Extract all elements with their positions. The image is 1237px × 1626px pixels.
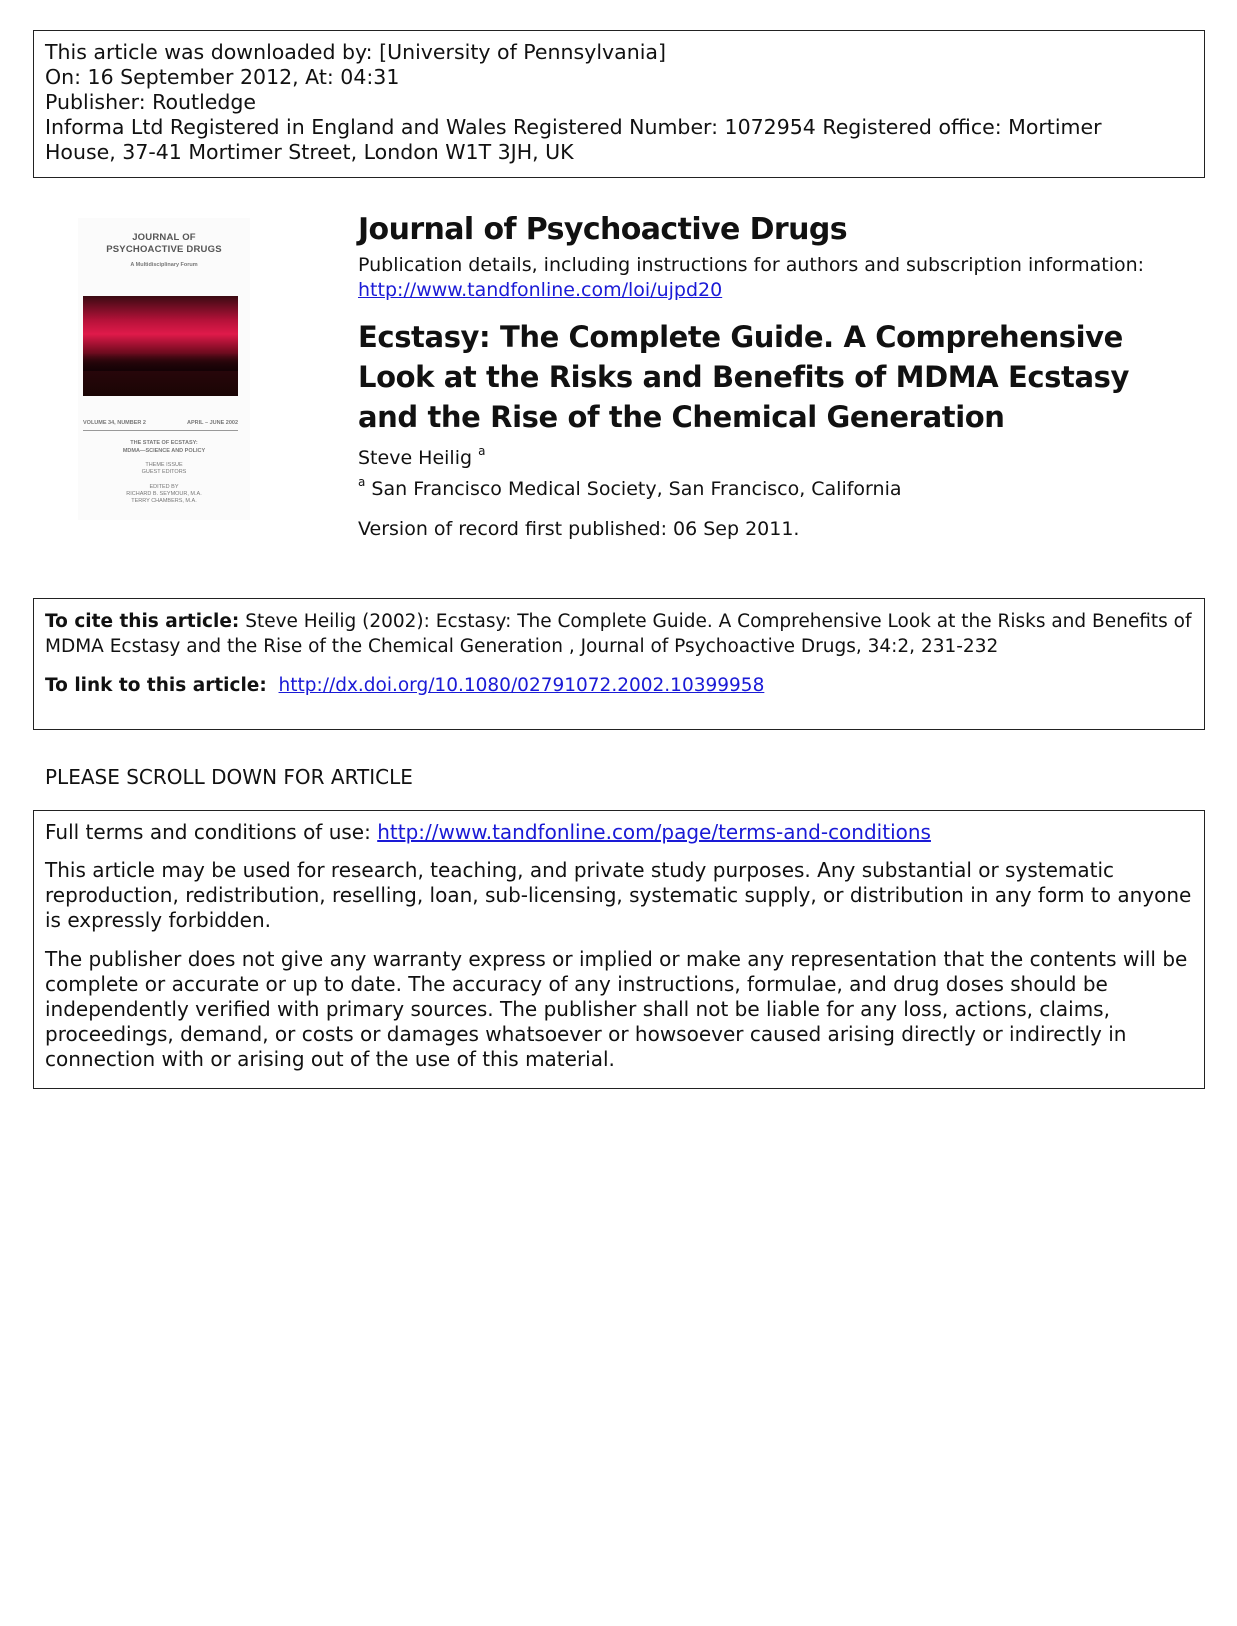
download-notice-line: This article was downloaded by: [University of Pennsylvania] bbox=[45, 40, 666, 64]
cover-editor-line: EDITED BY bbox=[149, 484, 179, 490]
affiliation-marker: a bbox=[478, 444, 486, 458]
download-notice-line: On: 16 September 2012, At: 04:31 bbox=[45, 65, 400, 89]
link-label: To link to this article: bbox=[45, 675, 267, 696]
link-line bbox=[45, 673, 1193, 698]
citation-box bbox=[33, 598, 1205, 730]
journal-name: Journal of Psychoactive Drugs bbox=[358, 212, 847, 247]
terms-line bbox=[45, 820, 1193, 845]
download-notice-line: Publisher: Routledge bbox=[45, 90, 257, 114]
cover-theme-line: THE STATE OF ECSTASY: bbox=[130, 440, 198, 446]
doi-link[interactable]: http://dx.doi.org/10.1080/02791072.2002.10399958 bbox=[278, 675, 765, 696]
terms-paragraph: This article may be used for research, teaching, and private study purposes. Any substantial or systematic reproduction, redistribution, reselling, loan, sub-licensing, systematic supply, or distribution in any form to anyone is expressly forbidden. bbox=[45, 858, 1192, 932]
affiliation-marker: a bbox=[358, 475, 366, 489]
cover-photo-horizon bbox=[83, 353, 238, 371]
cite-line bbox=[45, 609, 1193, 659]
version-of-record: Version of record first published: 06 Sep 2011. bbox=[358, 518, 800, 540]
cite-label: To cite this article: bbox=[45, 611, 240, 632]
cover-subtitle: A Multidisciplinary Forum bbox=[130, 262, 198, 268]
cover-theme-line: MDMA—SCIENCE AND POLICY bbox=[122, 448, 206, 454]
author-line bbox=[358, 444, 485, 469]
terms-label: Full terms and conditions of use: bbox=[45, 820, 371, 844]
cover-theme-line: THEME ISSUE bbox=[145, 462, 183, 468]
cover-issue-left: VOLUME 34, NUMBER 2 bbox=[83, 420, 146, 426]
scroll-notice: PLEASE SCROLL DOWN FOR ARTICLE bbox=[45, 765, 413, 789]
cover-title-line: PSYCHOACTIVE DRUGS bbox=[106, 244, 222, 255]
cover-photo bbox=[83, 296, 238, 396]
author-name: Steve Heilig bbox=[358, 447, 473, 469]
cite-text: Steve Heilig (2002): Ecstasy: The Complete Guide. A Comprehensive Look at the Risks and Benefits of MDMA Ecstasy and the Rise of the Chemical Generation , Journal of Psychoactive Drugs, 34:2, 231-232 bbox=[45, 611, 1192, 657]
cover-editor-line: RICHARD B. SEYMOUR, M.A. bbox=[126, 491, 202, 497]
journal-cover-image bbox=[78, 218, 250, 520]
terms-link[interactable]: http://www.tandfonline.com/page/terms-and-conditions bbox=[377, 820, 931, 844]
publication-details: Publication details, including instructions for authors and subscription information: bbox=[358, 254, 1145, 276]
cover-issue-right: APRIL – JUNE 2002 bbox=[187, 420, 238, 426]
cover-title-line: JOURNAL OF bbox=[132, 232, 196, 243]
cover-editor-line: TERRY CHAMBERS, M.A. bbox=[131, 498, 197, 504]
affiliation-line bbox=[358, 475, 902, 500]
affiliation-text: San Francisco Medical Society, San Francisco, California bbox=[371, 478, 902, 500]
terms-box bbox=[33, 810, 1205, 1089]
download-notice-line: House, 37-41 Mortimer Street, London W1T 3JH, UK bbox=[45, 140, 574, 164]
article-title: Ecstasy: The Complete Guide. A Comprehensive Look at the Risks and Benefits of MDMA Ecstasy and the Rise of the Chemical Generation bbox=[358, 320, 1130, 434]
terms-paragraph: The publisher does not give any warranty express or implied or make any representation that the contents will be complete or accurate or up to date. The accuracy of any instructions, formulae, and drug doses should be independently verified with primary sources. The publisher shall not be liable for any loss, actions, claims, proceedings, demand, or costs or damages whatsoever or howsoever caused arising directly or indirectly in connection with or arising out of the use of this material. bbox=[45, 947, 1188, 1071]
cover-theme-line: GUEST EDITORS bbox=[141, 469, 187, 475]
download-notice-box bbox=[33, 30, 1205, 178]
journal-link[interactable]: http://www.tandfonline.com/loi/ujpd20 bbox=[358, 279, 723, 301]
cover-divider bbox=[83, 430, 238, 431]
download-notice-line: Informa Ltd Registered in England and Wales Registered Number: 1072954 Registered office: Mortimer bbox=[45, 115, 1102, 139]
